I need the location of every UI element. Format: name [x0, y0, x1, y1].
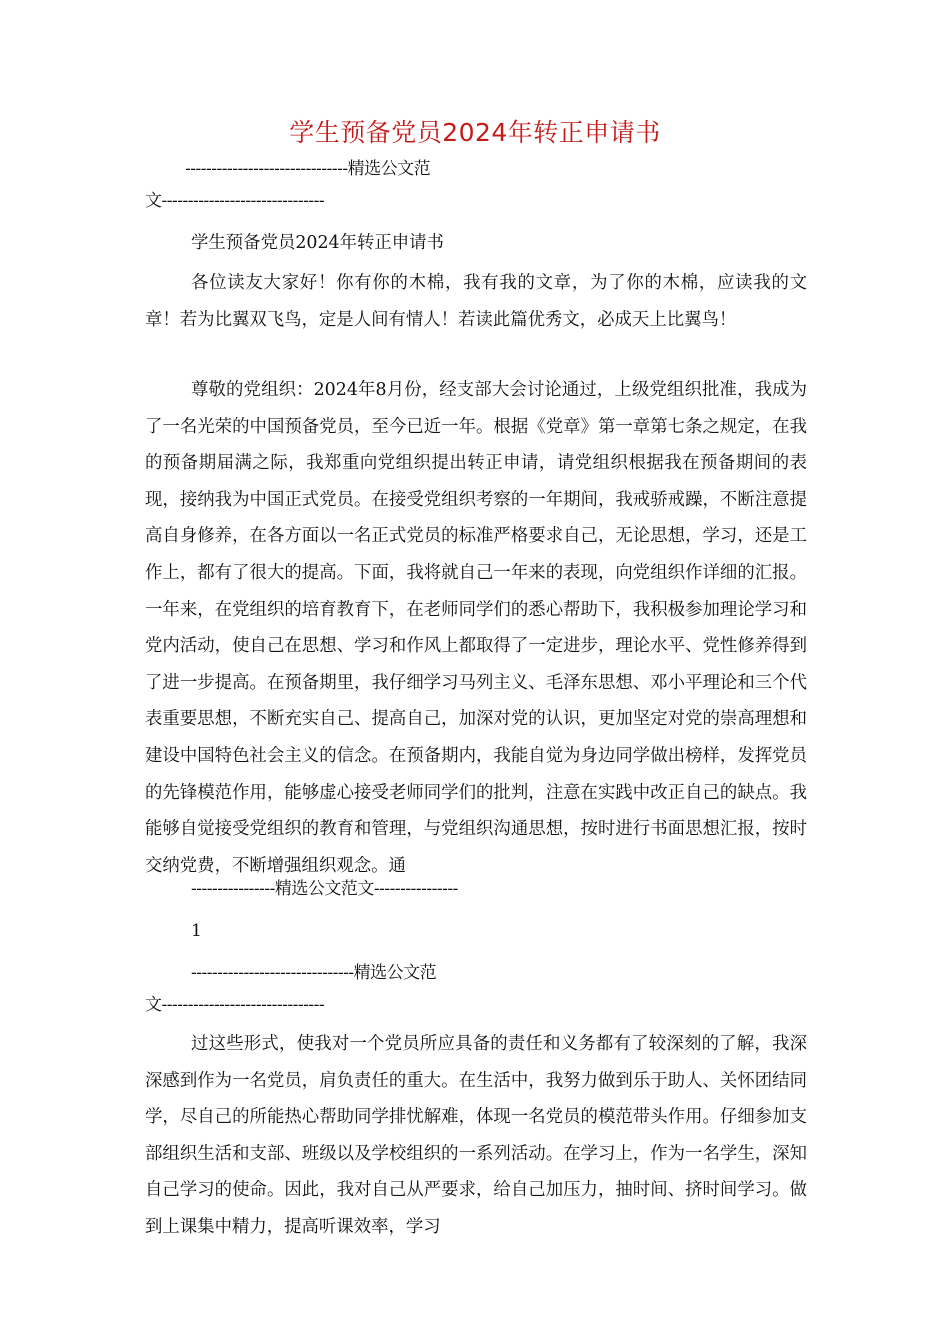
footer-rule: ----------------精选公文范文----------------: [191, 879, 458, 899]
body-paragraph-2: 过这些形式，使我对一个党员所应具备的责任和义务都有了较深刻的了解，我深深感到作为一名党员，肩负责任的重大。在生活中，我努力做到乐于助人、关怀团结同学，尽自己的所能热心帮助同学排忧解难，体现一名党员的模范带头作用。仔细参加支部组织生活和支部、班级以及学校组织的一系列活动。在学习上，作为一名学生，深知自己学习的使命。因此，我对自己从严要求，给自己加压力，抽时间、挤时间学习。做到上课集中精力，提高听课效率，学习: [145, 1034, 807, 1237]
header-rule-line-a: -------------------------------精选公文范: [185, 159, 431, 179]
page-number: 1: [191, 921, 202, 941]
intro-paragraph: 各位读友大家好！你有你的木棉，我有我的文章，为了你的木棉，应读我的文章！若为比翼双飞鸟，定是人间有情人！若读此篇优秀文，必成天上比翼鸟！: [145, 273, 807, 330]
header-rule-line-b: 文-------------------------------: [145, 191, 325, 211]
document-title: 学生预备党员2024年转正申请书: [289, 118, 661, 147]
body-paragraph-1: 尊敬的党组织：2024年8月份，经支部大会讨论通过，上级党组织批准，我成为了一名光荣的中国预备党员，至今已近一年。根据《党章》第一章第七条之规定，在我的预备期届满之际，我郑重向党组织提出转正申请，请党组织根据我在预备期间的表现，接纳我为中国正式党员。在接受党组织考察的一年期间，我戒骄戒躁，不断注意提高自身修养，在各方面以一名正式党员的标准严格要求自己，无论思想，学习，还是工作上，都有了很大的提高。下面，我将就自己一年来的表现，向党组织作详细的汇报。一年来，在党组织的培育教育下，在老师同学们的悉心帮助下，我积极参加理论学习和党内活动，使自己在思想、学习和作风上都取得了一定进步，理论水平、党性修养得到了进一步提高。在预备期里，我仔细学习马列主义、毛泽东思想、邓小平理论和三个代表重要思想，不断充实自己、提高自己，加深对党的认识，更加坚定对党的崇高理想和建设中国特色社会主义的信念。在预备期内，我能自觉为身边同学做出榜样，发挥党员的先锋模范作用，能够虚心接受老师同学们的批判，注意在实践中改正自己的缺点。我能够自觉接受党组织的教育和管理，与党组织沟通思想，按时进行书面思想汇报，按时交纳党费，不断增强组织观念。通: [145, 380, 807, 876]
header-rule-2-line-b: 文-------------------------------: [145, 995, 325, 1015]
document-subtitle: 学生预备党员2024年转正申请书: [191, 233, 444, 253]
header-rule-2-line-a: -------------------------------精选公文范: [191, 963, 437, 983]
